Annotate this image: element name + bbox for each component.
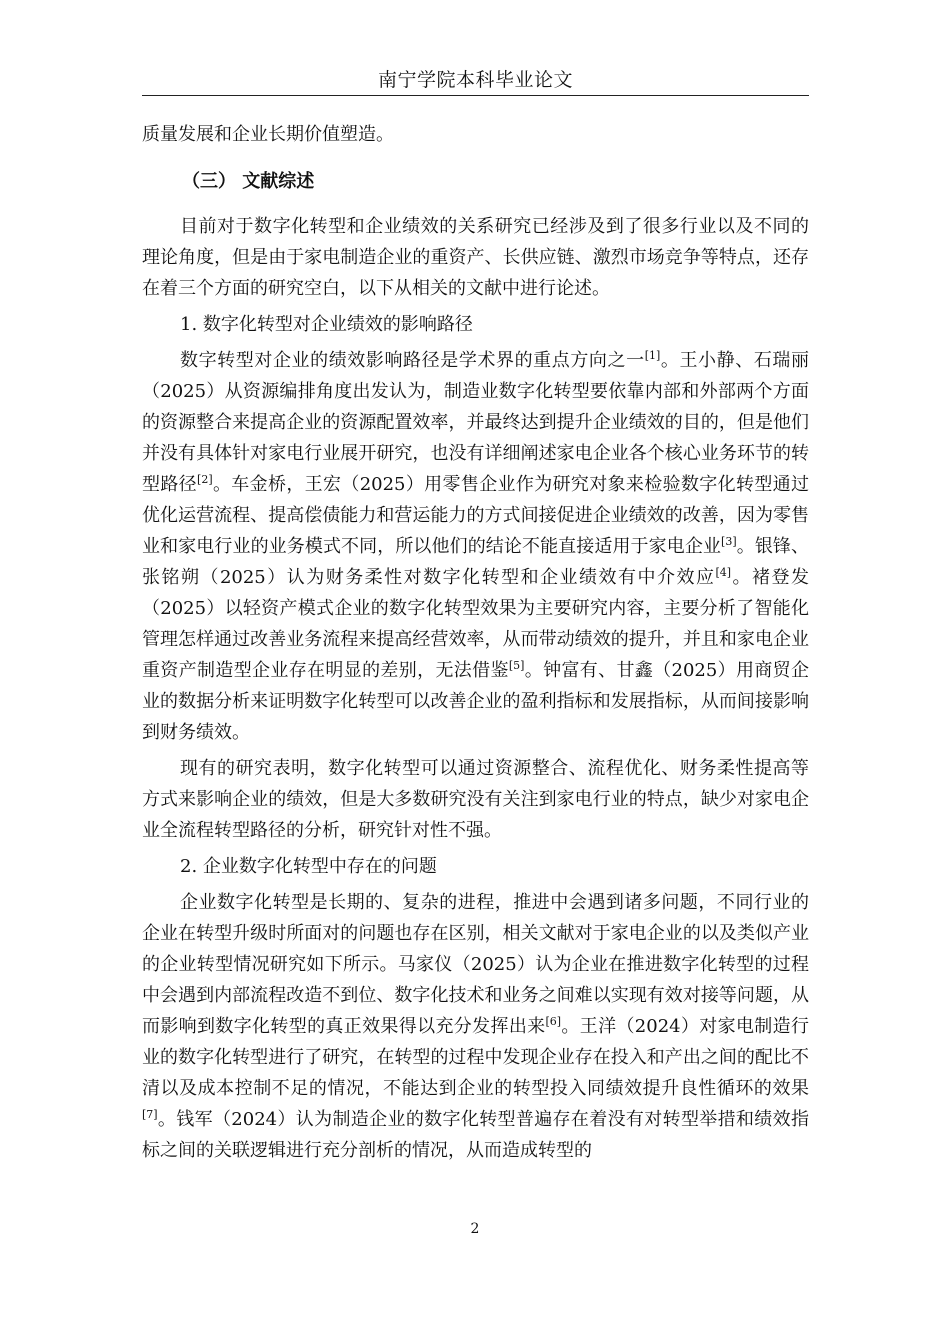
text-run: 。银锋、张铭朔（2025）认为财务柔性对数字化转型和企业绩效有中介效应 bbox=[142, 536, 810, 588]
paragraph-intro: 目前对于数字化转型和企业绩效的关系研究已经涉及到了很多行业以及不同的理论角度，但是由于家电制造企业的重资产、长供应链、激烈市场竞争等特点，还存在着三个方面的研究空白，以下从相关的文献中进行论述。 bbox=[142, 216, 809, 299]
citation-ref: [6] bbox=[545, 1015, 562, 1028]
text-run: 。褚登发（2025）以轻资产模式企业的数字化转型效果为主要研究内容，主要分析了智能化管理怎样通过改善业务流程来提高经营效率，从而带动绩效的提升，并且和家电企业重资产制造型企业存在明显的差别，无法借鉴 bbox=[142, 567, 809, 681]
page-number: 2 bbox=[470, 1221, 480, 1237]
citation-ref: [3] bbox=[721, 535, 737, 548]
paragraph-literature-2 bbox=[142, 887, 809, 1166]
text-run: 。车金桥，王宏（2025）用零售企业作为研究对象来检验数字化转型通过优化运营流程、提高偿债能力和营运能力的方式间接促进企业绩效的改善，因为零售业和家电行业的业务模式不同，所以他们的结论不能直接适用于家电企业 bbox=[142, 474, 810, 557]
page-body bbox=[142, 119, 809, 1166]
paragraph-continuation: 质量发展和企业长期价值塑造。 bbox=[142, 124, 394, 145]
text-run: 。王洋（2024）对家电制造行业的数字化转型进行了研究，在转型的过程中发现企业存在投入和产出之间的配比不清以及成本控制不足的情况，不能达到企业的转型投入同绩效提升良性循环的效果 bbox=[142, 1016, 809, 1099]
citation-ref: [1] bbox=[644, 349, 661, 362]
citation-ref: [2] bbox=[197, 473, 213, 486]
citation-ref: [7] bbox=[142, 1108, 158, 1121]
text-run: 。钟富有、甘鑫（2025）用商贸企业的数据分析来证明数字化转型可以改善企业的盈利指标和发展指标，从而间接影响到财务绩效。 bbox=[142, 660, 810, 743]
subsection-heading-2: 2. 企业数字化转型中存在的问题 bbox=[180, 856, 437, 877]
text-run: 数字转型对企业的绩效影响路径是学术界的重点方向之一 bbox=[180, 350, 645, 371]
citation-ref: [5] bbox=[508, 659, 525, 672]
running-header: 南宁学院本科毕业论文 bbox=[377, 69, 573, 91]
header-divider bbox=[142, 95, 809, 96]
subsection-heading-1: 1. 数字化转型对企业绩效的影响路径 bbox=[180, 314, 473, 335]
paragraph-summary: 现有的研究表明，数字化转型可以通过资源整合、流程优化、财务柔性提高等方式来影响企业的绩效，但是大多数研究没有关注到家电行业的特点，缺少对家电企业全流程转型路径的分析，研究针对性不强。 bbox=[142, 758, 809, 841]
text-run: 。钱军（2024）认为制造企业的数字化转型普遍存在着没有对转型举措和绩效指标之间的关联逻辑进行充分剖析的情况，从而造成转型的 bbox=[142, 1109, 809, 1161]
paragraph-literature-1 bbox=[142, 345, 809, 748]
text-run: 企业数字化转型是长期的、复杂的进程，推进中会遇到诸多问题，不同行业的企业在转型升级时所面对的问题也存在区别，相关文献对于家电企业的以及类似产业的企业转型情况研究如下所示。马家仪（2025）认为企业在推进数字化转型的过程中会遇到内部流程改造不到位、数字化技术和业务之间难以实现有效对接等问题，从而影响到数字化转型的真正效果得以充分发挥出来 bbox=[142, 892, 809, 1037]
text-run: 。王小静、石瑞丽（2025）从资源编排角度出发认为，制造业数字化转型要依靠内部和外部两个方面的资源整合来提高企业的资源配置效率，并最终达到提升企业绩效的目的，但是他们并没有具体针对家电行业展开研究，也没有详细阐述家电企业各个核心业务环节的转型路径 bbox=[142, 350, 810, 495]
section-heading: （三） 文献综述 bbox=[182, 171, 315, 192]
citation-ref: [4] bbox=[715, 566, 732, 579]
